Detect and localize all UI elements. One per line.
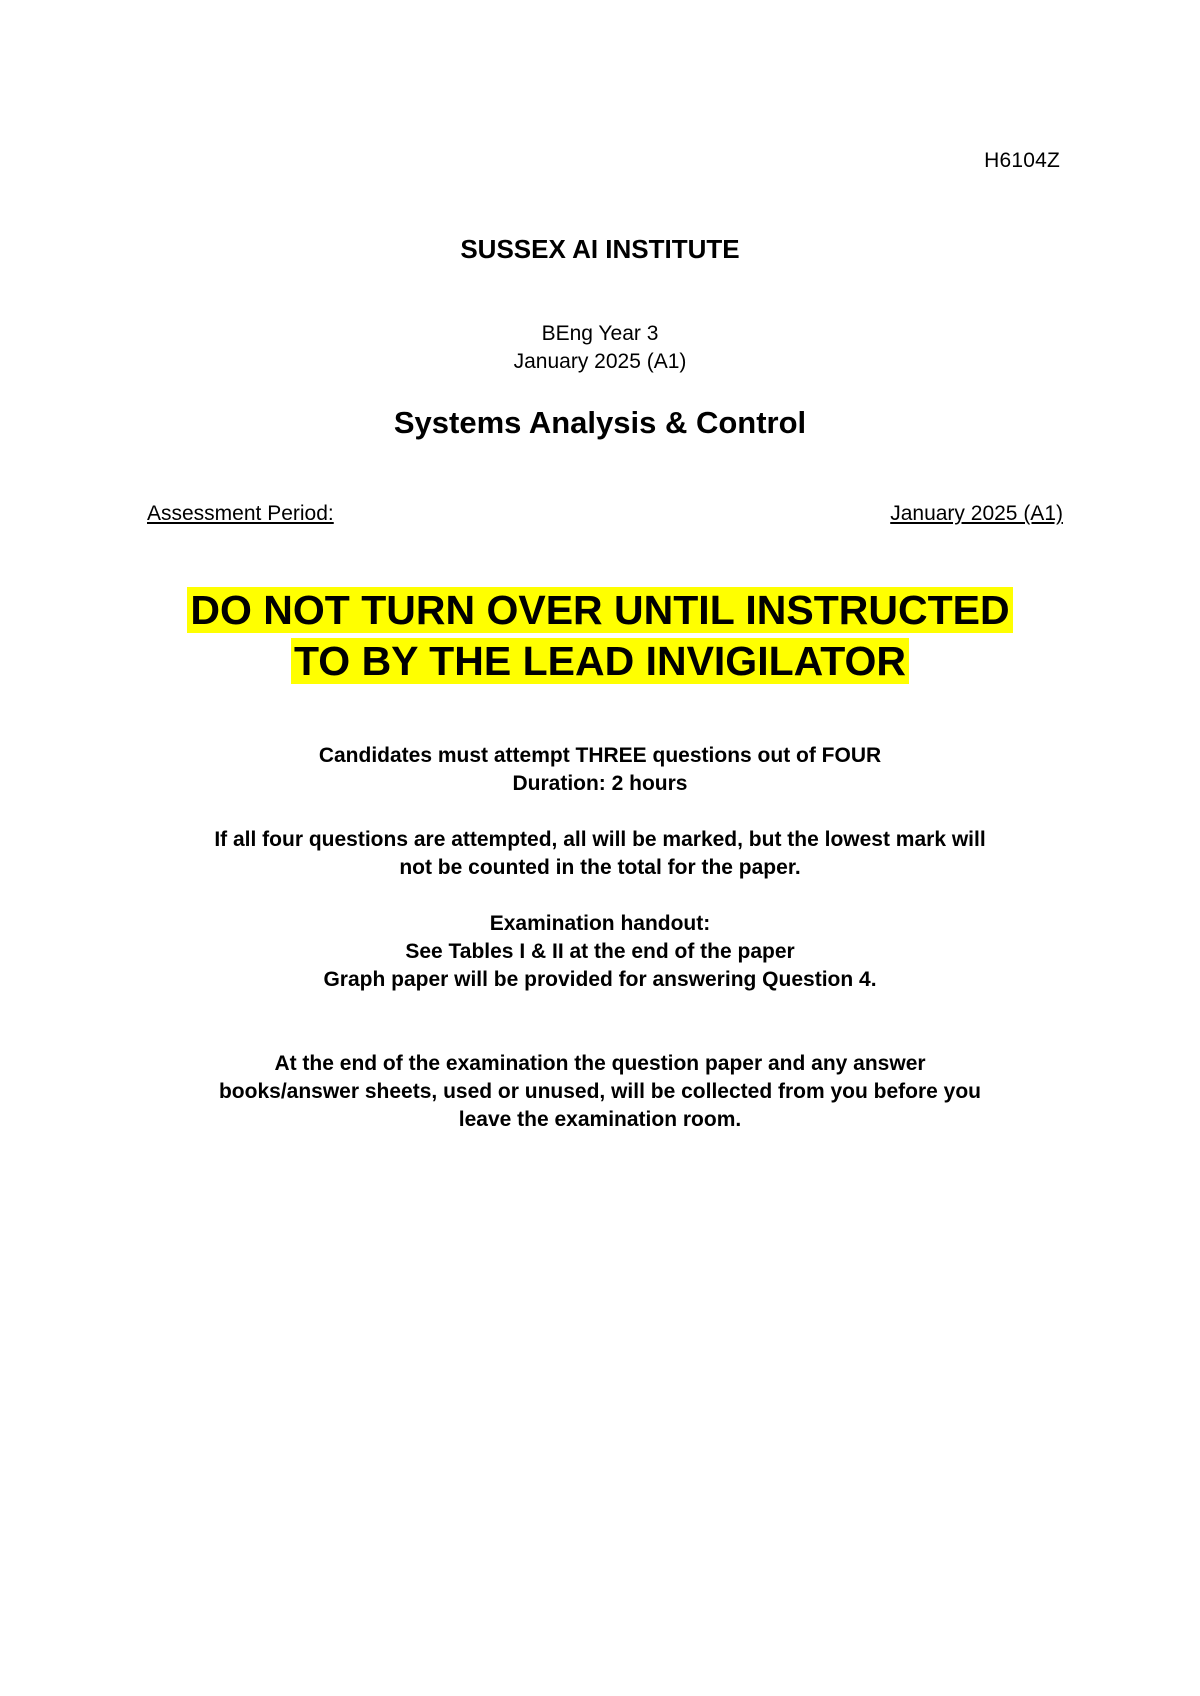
handout-graph-paper: Graph paper will be provided for answering Question 4.	[323, 968, 877, 991]
institution-name: SUSSEX AI INSTITUTE	[460, 234, 740, 264]
degree-info	[0, 320, 1200, 376]
marking-note-line-2: not be counted in the total for the paper.	[399, 856, 801, 879]
do-not-turn-over-warning	[0, 585, 1200, 687]
assessment-period-row	[147, 500, 1063, 528]
handout-title: Examination handout:	[489, 912, 711, 935]
course-title: Systems Analysis & Control	[393, 405, 807, 440]
duration: Duration: 2 hours	[512, 772, 688, 795]
collection-note-line-1: At the end of the examination the question paper and any answer	[274, 1052, 926, 1075]
marking-note-line-1: If all four questions are attempted, all will be marked, but the lowest mark will	[214, 828, 986, 851]
warning-line-1: DO NOT TURN OVER UNTIL INSTRUCTED	[187, 587, 1012, 633]
assessment-period-label: Assessment Period:	[147, 502, 334, 525]
collection-note-line-3: leave the examination room.	[458, 1108, 742, 1131]
handout-tables: See Tables I & II at the end of the paper	[405, 940, 795, 963]
paper-code: H6104Z	[984, 149, 1060, 172]
warning-line-2: TO BY THE LEAD INVIGILATOR	[291, 638, 909, 684]
session: January 2025 (A1)	[513, 350, 687, 373]
attempt-instruction: Candidates must attempt THREE questions out of FOUR	[318, 744, 882, 767]
exam-instructions	[0, 742, 1200, 1134]
assessment-period-value: January 2025 (A1)	[890, 502, 1063, 525]
programme: BEng Year 3	[541, 322, 659, 345]
collection-note-line-2: books/answer sheets, used or unused, will be collected from you before you	[218, 1080, 981, 1103]
